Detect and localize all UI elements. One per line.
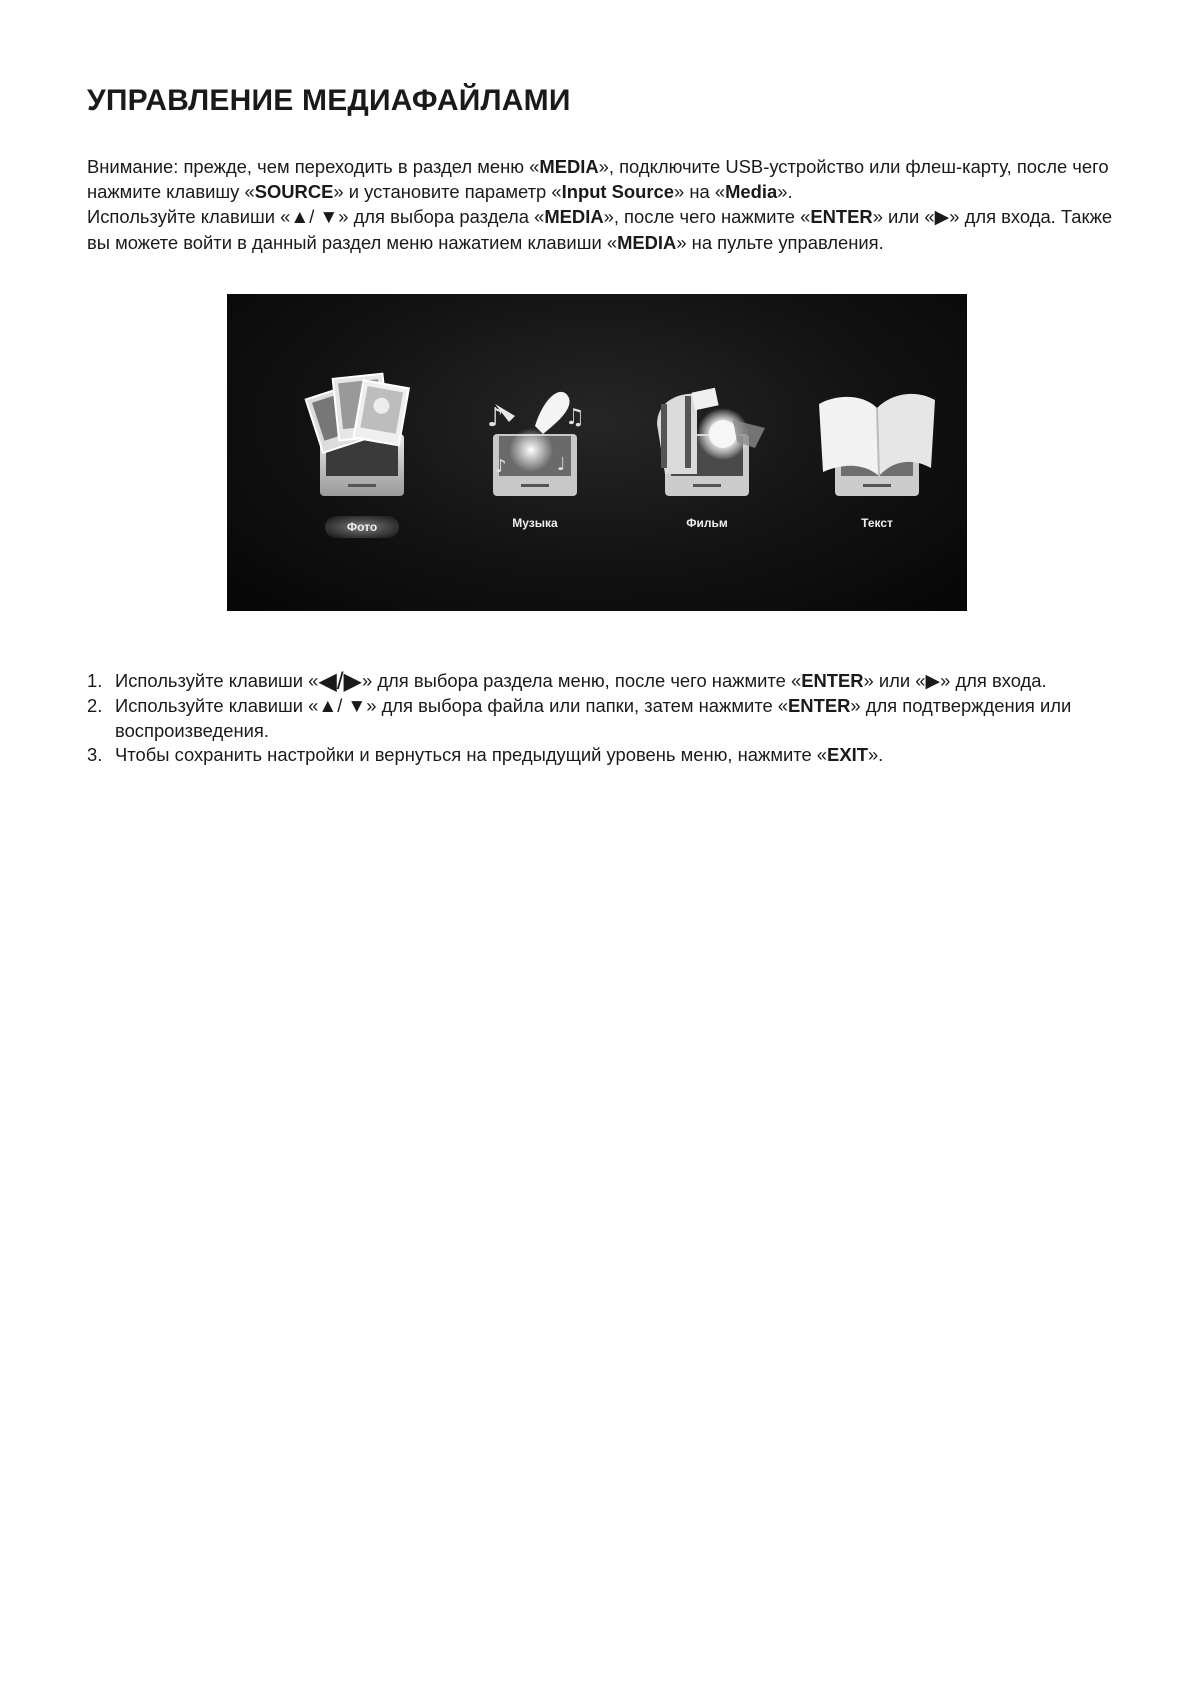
intro-paragraph-1: Внимание: прежде, чем переходить в раздел меню «MEDIA», подключите USB-устройство или флеш-карту, после чего нажмите клавишу «SOURCE» и установите параметр «Input Source» на «Media». <box>87 156 1109 202</box>
menu-item-text <box>807 364 947 534</box>
svg-text:♩: ♩ <box>557 454 566 475</box>
list-item: 1. Используйте клавиши «◀/▶» для выбора раздела меню, после чего нажмите «ENTER» или «▶» для входа. <box>87 668 1047 695</box>
menu-item-movie-label: Фильм <box>686 516 728 530</box>
list-item: 3. Чтобы сохранить настройки и вернуться на предыдущий уровень меню, нажмите «EXIT». <box>87 744 884 765</box>
svg-text:♪: ♪ <box>495 456 507 477</box>
right-arrow-icon: ▶ <box>343 668 362 695</box>
menu-item-photo-label: Фото <box>292 516 432 538</box>
menu-item-music <box>465 364 605 534</box>
right-arrow-icon: ▶ <box>934 207 950 228</box>
steps-list <box>87 669 1117 767</box>
up-arrow-icon: ▲ <box>290 207 310 228</box>
photo-stack-icon <box>292 364 432 504</box>
menu-item-text-label: Текст <box>861 516 893 530</box>
svg-text:♪: ♪ <box>487 403 504 433</box>
page-title: УПРАВЛЕНИЕ МЕДИАФАЙЛАМИ <box>87 84 571 117</box>
down-arrow-icon: ▼ <box>347 696 367 717</box>
tv-media-menu-screenshot <box>227 294 967 611</box>
open-book-icon <box>807 364 947 504</box>
left-arrow-icon: ◀ <box>318 668 337 695</box>
down-arrow-icon: ▼ <box>319 207 339 228</box>
up-arrow-icon: ▲ <box>318 696 338 717</box>
film-reel-icon <box>637 364 777 504</box>
svg-text:♫: ♫ <box>565 405 585 430</box>
menu-item-photo <box>292 364 432 534</box>
menu-item-movie <box>637 364 777 534</box>
menu-item-music-label: Музыка <box>512 516 558 530</box>
music-notes-icon <box>465 364 605 504</box>
intro-text <box>87 154 1117 255</box>
right-arrow-icon: ▶ <box>925 671 941 692</box>
intro-paragraph-2: Используйте клавиши «▲/ ▼» для выбора раздела «MEDIA», после чего нажмите «ENTER» или «▶» для входа. Также вы можете войти в данный раздел меню нажатием клавиши «MEDIA» на пульте управления. <box>87 206 1113 253</box>
list-item: 2. Используйте клавиши «▲/ ▼» для выбора файла или папки, затем нажмите «ENTER» для подтверждения или воспроизведения. <box>87 695 1072 741</box>
